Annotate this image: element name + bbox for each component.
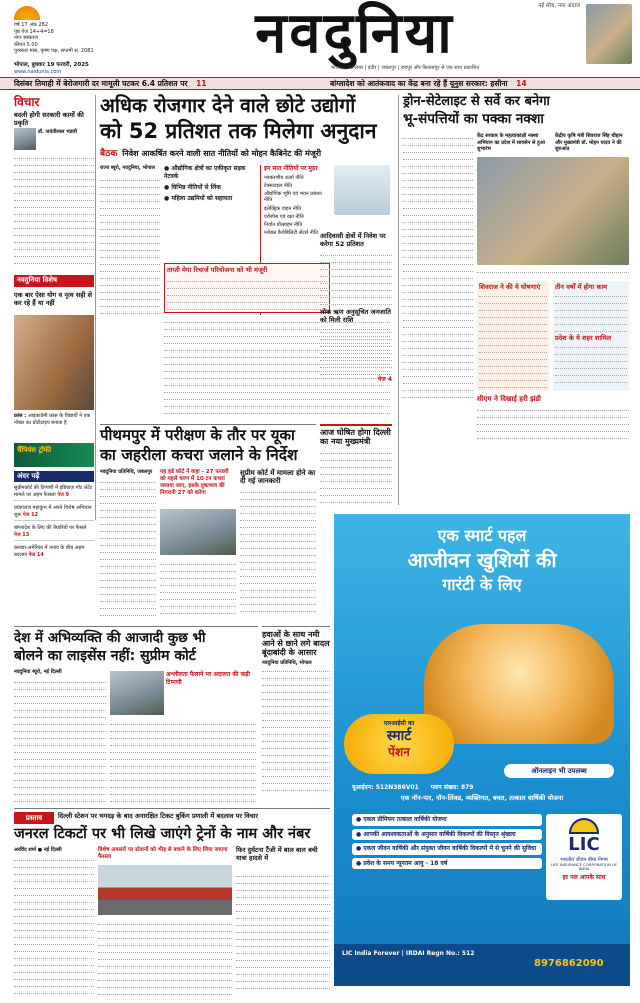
- special-headline[interactable]: एक बार ऐसा योग व नृत्य सही से कर रहे हैं या नहीं: [14, 291, 93, 308]
- shivraj-box: [477, 281, 549, 391]
- ad-bullet: ● आपकी आवश्यकताओं के अनुसार वार्षिकी विकल्पों की विस्तृत श्रृंखला: [352, 829, 542, 841]
- drone-story: [398, 95, 630, 505]
- prastav-body1: [14, 855, 94, 995]
- policy-item: औद्योगिक भूमि एवं भवन प्रबंधन नीति: [264, 191, 322, 204]
- policy-item: एरोस्पेस एवं रक्षा नीति: [264, 213, 304, 220]
- website[interactable]: www.naidunia.com: [14, 69, 62, 75]
- ad-line3: गारंटी के लिए: [442, 575, 522, 594]
- prastav-kicker: दिल्ली स्टेशन पर भगदड़ के बाद अनारक्षित टिकट बुकिंग प्रणाली में बदलाव पर विचार: [58, 812, 259, 820]
- ad-phone[interactable]: 8976862090: [534, 958, 604, 969]
- caption-text: आइकाडेमी फ्रांस के विद्यार्थी ने एक नोबल का प्रोटोटाइप बनाया है: [14, 413, 91, 426]
- meta-line: वर्ष 17 अंक 282: [14, 22, 49, 28]
- pithampur-headline-1[interactable]: पीथमपुर में परीक्षण के तौर पर यूका: [100, 426, 295, 444]
- pithampur-photo: [160, 509, 236, 555]
- prastav-box: विशेष अवसरों पर स्टेशनों को भीड़ से बचाने के लिए लिया जाएगा फैसला: [98, 847, 228, 861]
- prastav-label: प्रस्ताव: [14, 812, 54, 824]
- andar-page-ref: पेज 14: [28, 551, 44, 558]
- prastav-author: अरविंद शर्मा ● नई दिल्ली: [14, 847, 62, 853]
- lead-subhead-row: [100, 149, 392, 161]
- hawa-body: [262, 666, 330, 791]
- andar-item-text: बांग्लादेश के लिए की तैयारियों पर फैसले: [14, 525, 87, 531]
- ticker-left-text: दिसंबर तिमाही में बेरोजगारी दर मामूली घटकर 6.4 प्रतिशत पर: [14, 79, 188, 88]
- lic-text: LIC: [568, 834, 600, 855]
- policy-item: ग्लोबल कैपेबिलिटी सेंटर्स नीति: [264, 230, 318, 237]
- prastav-body2: [98, 919, 232, 995]
- sub-box-title: ताप्ती मेगा रिचार्ज परियोजना को भी मंजूरी: [167, 266, 268, 274]
- hawa-headline[interactable]: हवाओं के साथ नमी आने से छाने लगे बादल बूंदाबांदी के आसार: [262, 630, 330, 658]
- lead-bullet: ● औद्योगिक क्षेत्रों का एकीकृत सड़क नेटवर्क: [164, 165, 246, 181]
- ad-pension-badge: [344, 714, 454, 774]
- special-photo: [14, 315, 94, 410]
- pithampur-body2: [240, 487, 316, 617]
- author-photo: [14, 128, 36, 150]
- free-speech-body2: [110, 719, 256, 805]
- ad-online-ribbon[interactable]: ऑनलाइन भी उपलब्ध: [504, 764, 614, 778]
- andar-item-text: प्रयागराज महाकुंभ में अपने विशेष अभियान शुरू: [14, 505, 92, 518]
- ad-line1: एक स्मार्ट पहल: [437, 526, 527, 545]
- ad-bullet-text: एकल जीवन वार्षिकी और संयुक्त जीवन वार्षिकी विकल्पों में से चुनने की सुविधा: [363, 845, 537, 852]
- drone-cap2: केंद्रीय कृषि मंत्री शिवराज सिंह चौहान और मुख्यमंत्री डॉ. मोहन यादव ने की शुरुआत: [555, 133, 623, 152]
- prastav-story: [14, 808, 330, 998]
- ad-footer: [334, 944, 630, 986]
- ad-bullet-text: प्रवेश के समय न्यूनतम आयु - 18 वर्ष: [363, 859, 448, 867]
- hawa-author: नवदुनिया प्रतिनिधि, भोपाल: [262, 659, 312, 666]
- masthead: [0, 0, 640, 76]
- lic-en: LIFE INSURANCE CORPORATION OF INDIA: [550, 861, 618, 872]
- badge-main: स्मार्ट: [386, 727, 412, 744]
- meta-line: पृष्ठ पेज 14+4=18: [14, 28, 54, 35]
- lic-lamp-icon: [569, 818, 599, 834]
- vichar-byline: डॉ. जयंतीलाल भंडारी: [38, 129, 78, 135]
- policy-item: इलेक्ट्रिक वाहन नीति: [264, 205, 302, 212]
- ad-bullet: ● एकल जीवन वार्षिकी और संयुक्त जीवन वार्षिकी विकल्पों में से चुनने की सुविधा: [352, 843, 542, 855]
- policy-item: निर्यात प्रोत्साहन नीति: [264, 222, 303, 228]
- free-speech-body1: [14, 677, 106, 805]
- ad-plan-no: प्लान संख्या: 879: [430, 784, 474, 791]
- vichar-headline[interactable]: बदली होगी सरकारी कामों की प्रकृति: [14, 111, 84, 128]
- vichar-column: [14, 95, 96, 558]
- special-caption: [14, 413, 94, 427]
- lead-author: राज्य ब्यूरो, नवदुनिया, भोपाल: [100, 165, 155, 171]
- andar-item[interactable]: [14, 485, 94, 501]
- ticker-left[interactable]: [14, 79, 344, 90]
- caption-lead: फ्रांस :: [14, 413, 27, 419]
- ad-bullet: ● प्रवेश के समय न्यूनतम आयु - 18 वर्ष: [352, 858, 542, 870]
- lead-bullet-text: विभिन्न नीतियों से लिंक: [171, 184, 221, 192]
- shivraj-head: शिवराज ने की ये घोषणाएं: [479, 283, 541, 291]
- andar-page-ref: पेज 9: [57, 491, 70, 498]
- nav-special-label[interactable]: नवदुनिया विशेष: [14, 275, 94, 287]
- factory-illustration: [334, 165, 390, 215]
- pithampur-box2[interactable]: सुप्रीम कोर्ट में मामला होने का दी गई जानकारी: [240, 469, 316, 486]
- andar-page-ref: पेज 12: [22, 511, 39, 518]
- prastav-right-box[interactable]: फिर दुर्घटना टैंजी में बाल बाल बची यात्रा हादसे में: [236, 846, 318, 862]
- date-line: भोपाल, बुधवार 19 फरवरी, 2025: [14, 62, 89, 68]
- drone-cap1: केंद्र सरकार के महत्वाकांक्षी नक्शा अभियान का प्रदेश में सायसेन से हुआ शुभारंभ: [477, 133, 545, 152]
- portrait-photo-icon: [586, 4, 632, 64]
- policy-box-title: इन सात नीतियों पर मुहर: [264, 165, 318, 172]
- drone-headline-2[interactable]: भू-संपत्तियों का पक्का नक्शा: [403, 111, 544, 127]
- lead-bullets: [164, 165, 256, 255]
- ticker-bar: [0, 77, 640, 90]
- ad-uin: यूआईएन: 512N386V01: [352, 784, 419, 791]
- drone-photo: [477, 157, 629, 265]
- policy-item: नवकरणीय ऊर्जा नीति: [264, 174, 304, 181]
- supreme-court-photo: [110, 671, 164, 715]
- masthead-meta: [14, 22, 124, 62]
- ad-line2: आजीवन खुशियों की: [407, 548, 557, 572]
- adivasi-block: [320, 232, 392, 422]
- lic-ad[interactable]: [334, 514, 630, 986]
- free-speech-headline-2[interactable]: बोलने का लाइसेंस नहीं: सुप्रीम कोर्ट: [14, 648, 196, 664]
- meta-line: नगर संस्करण: [14, 35, 39, 41]
- free-speech-author: नवदुनिया ब्यूरो, नई दिल्ली: [14, 669, 62, 675]
- ad-uin-row: [352, 784, 612, 792]
- delhi-box: [320, 424, 392, 514]
- pithampur-author: नवदुनिया प्रतिनिधि, जबलपुर: [100, 469, 153, 475]
- drone-headline-1[interactable]: ड्रोन-सेटेलाइट से सर्वे कर बनेगा: [403, 94, 550, 109]
- champions-label: चैंपियंस ट्रॉफी: [17, 446, 52, 454]
- ticker-right-text: बांग्लादेश को आतंकवाद का केंद्र बना रहे हैं यूनुस सरकार: हसीना: [330, 79, 508, 88]
- seeop-body: [477, 405, 629, 441]
- ticker-right-page: 14: [516, 79, 527, 88]
- vichar-label: विचार: [14, 95, 40, 109]
- lic-slogan: हर पल आपके साथ: [562, 874, 606, 882]
- lead-bullet-text: औद्योगिक क्षेत्रों का एकीकृत सड़क नेटवर्क: [164, 165, 246, 181]
- lead-body-col1: [100, 175, 160, 315]
- andar-item[interactable]: [14, 545, 94, 558]
- andar-item-text: कनाडा-अमेरिका में तनाव के बीच अहम बदलाव: [14, 545, 85, 558]
- next-head: तीन वर्षों में होगा काम: [555, 283, 608, 291]
- ad-features: एक नॉन-पार, नॉन-लिंक्ड, व्यक्तिगत, बचत, तत्काल वार्षिकी योजना: [400, 794, 564, 802]
- train-photo: [98, 865, 232, 915]
- badge-top: एलआईसी का: [383, 720, 415, 727]
- logo: नवदुनिया: [255, 0, 455, 66]
- andar-item[interactable]: [14, 505, 94, 521]
- lic-logo-box: [546, 814, 622, 900]
- seeop-head[interactable]: सीएम ने दिखाई हरी झंडी: [477, 395, 541, 403]
- ad-footer-text: LIC India Forever | IRDAI Regn No.: 512: [342, 950, 475, 957]
- ad-bullets: [352, 814, 542, 934]
- state-head: प्रदेश के ये शहर शामिल: [555, 334, 611, 343]
- free-speech-sub: अश्लीलता फैलाने पर अदालत की कड़ी टिप्पणी: [166, 671, 250, 686]
- hawa-story: [262, 626, 330, 806]
- meta-line: पुरस्कार मास, कृष्ण पक्ष, सप्तमी सं. 2081: [14, 48, 94, 54]
- ad-bullet: ● एकल प्रीमियम तत्काल वार्षिकी योजना: [352, 814, 542, 826]
- delhi-head[interactable]: आज घोषित होगा दिल्ली का नया मुख्यमंत्री: [320, 428, 391, 447]
- prastav-body3: [236, 871, 330, 995]
- lic-hindi: भारतीय जीवन बीमा निगम: [560, 856, 608, 863]
- andar-page-ref: पेज 13: [14, 531, 30, 538]
- adivasi-head[interactable]: आदिवासी क्षेत्रों में निवेश पर करेगा 52 प्रतिशत: [320, 232, 386, 249]
- lead-headline-2[interactable]: को 52 प्रतिशत तक मिलेगा अनुदान: [100, 119, 377, 143]
- champions-banner[interactable]: [14, 443, 94, 467]
- drone-photo-caption: [477, 267, 629, 279]
- lead-bullet: ● विभिन्न नीतियों से लिंक: [164, 184, 221, 192]
- ad-bullet-text: आपकी आवश्यकताओं के अनुसार वार्षिकी विकल्पों की विस्तृत श्रृंखला: [363, 830, 516, 838]
- lead-subhead: निवेश आकर्षित करने वाली सात नीतियों को मोहन कैबिनेट की मंजूरी: [122, 149, 322, 158]
- free-speech-headline-1[interactable]: देश में अभिव्यक्ति की आजादी कुछ भी: [14, 630, 206, 646]
- editions-line: भोपाल | ग्वालियर | इंदौर | जबलपुर | रायपुर और बिलासपुर से एक साथ प्रकाशित: [330, 65, 480, 71]
- andar-item-text: सुप्रीमकोर्ट की टिप्पणी में इंडियाज़ गॉट लेटेंट मामले पर अहम फैसला: [14, 485, 93, 498]
- prastav-headline[interactable]: जनरल टिकटों पर भी लिखे जाएंगे ट्रेनों के नाम और नंबर: [14, 826, 311, 842]
- lead-bullet: ● महिला उद्यमियों को सहायता: [164, 195, 233, 203]
- pithampur-body3: [160, 559, 236, 619]
- ticker-right[interactable]: [330, 79, 630, 90]
- lead-bullet-text: महिला उद्यमियों को सहायता: [171, 195, 233, 203]
- drone-body-col1: [403, 133, 473, 403]
- pithampur-box1: यह हर्ड कोर्ट ने कहा - 27 फरवरी को पहले चरण में 10 टन कचरा जलाया जाए, इसके दुष्प्रभाव की निगरानी 27 को करेगा: [160, 469, 229, 497]
- lead-headline-1[interactable]: अधिक रोजगार देने वाले छोटे उद्योगों: [100, 94, 356, 117]
- andar-list: [14, 485, 94, 617]
- badge-sub: पेंशन: [388, 745, 410, 759]
- pithampur-body: [100, 477, 156, 617]
- tagline: नई सोच, नया अंदाज: [538, 3, 580, 9]
- vichar-body: [14, 153, 94, 271]
- next-box: [553, 281, 629, 391]
- lead-kicker: बैठक: [100, 149, 118, 159]
- lok-head[interactable]: लोक ऋण अनुसूचित जनजाति को मिली राशि: [320, 308, 391, 325]
- ticker-left-page: 11: [196, 79, 207, 88]
- sub-box: [164, 263, 330, 313]
- free-speech-story: [14, 626, 258, 806]
- andar-item[interactable]: [14, 525, 94, 541]
- ad-headline-box: [362, 526, 602, 618]
- pithampur-headline-2[interactable]: का जहरीला कचरा जलाने के निर्देश: [100, 446, 298, 464]
- sun-logo-icon: [14, 6, 40, 20]
- next-page-ref[interactable]: पेज 4: [377, 375, 392, 383]
- policy-item: टेक्सटाइल नीति: [264, 182, 293, 189]
- ad-bullet-text: एकल प्रीमियम तत्काल वार्षिकी योजना: [363, 816, 447, 823]
- pithampur-story: [100, 424, 316, 624]
- meta-line: कीमत 5.00: [14, 41, 38, 48]
- andar-label[interactable]: अंदर पढ़ें: [14, 471, 94, 482]
